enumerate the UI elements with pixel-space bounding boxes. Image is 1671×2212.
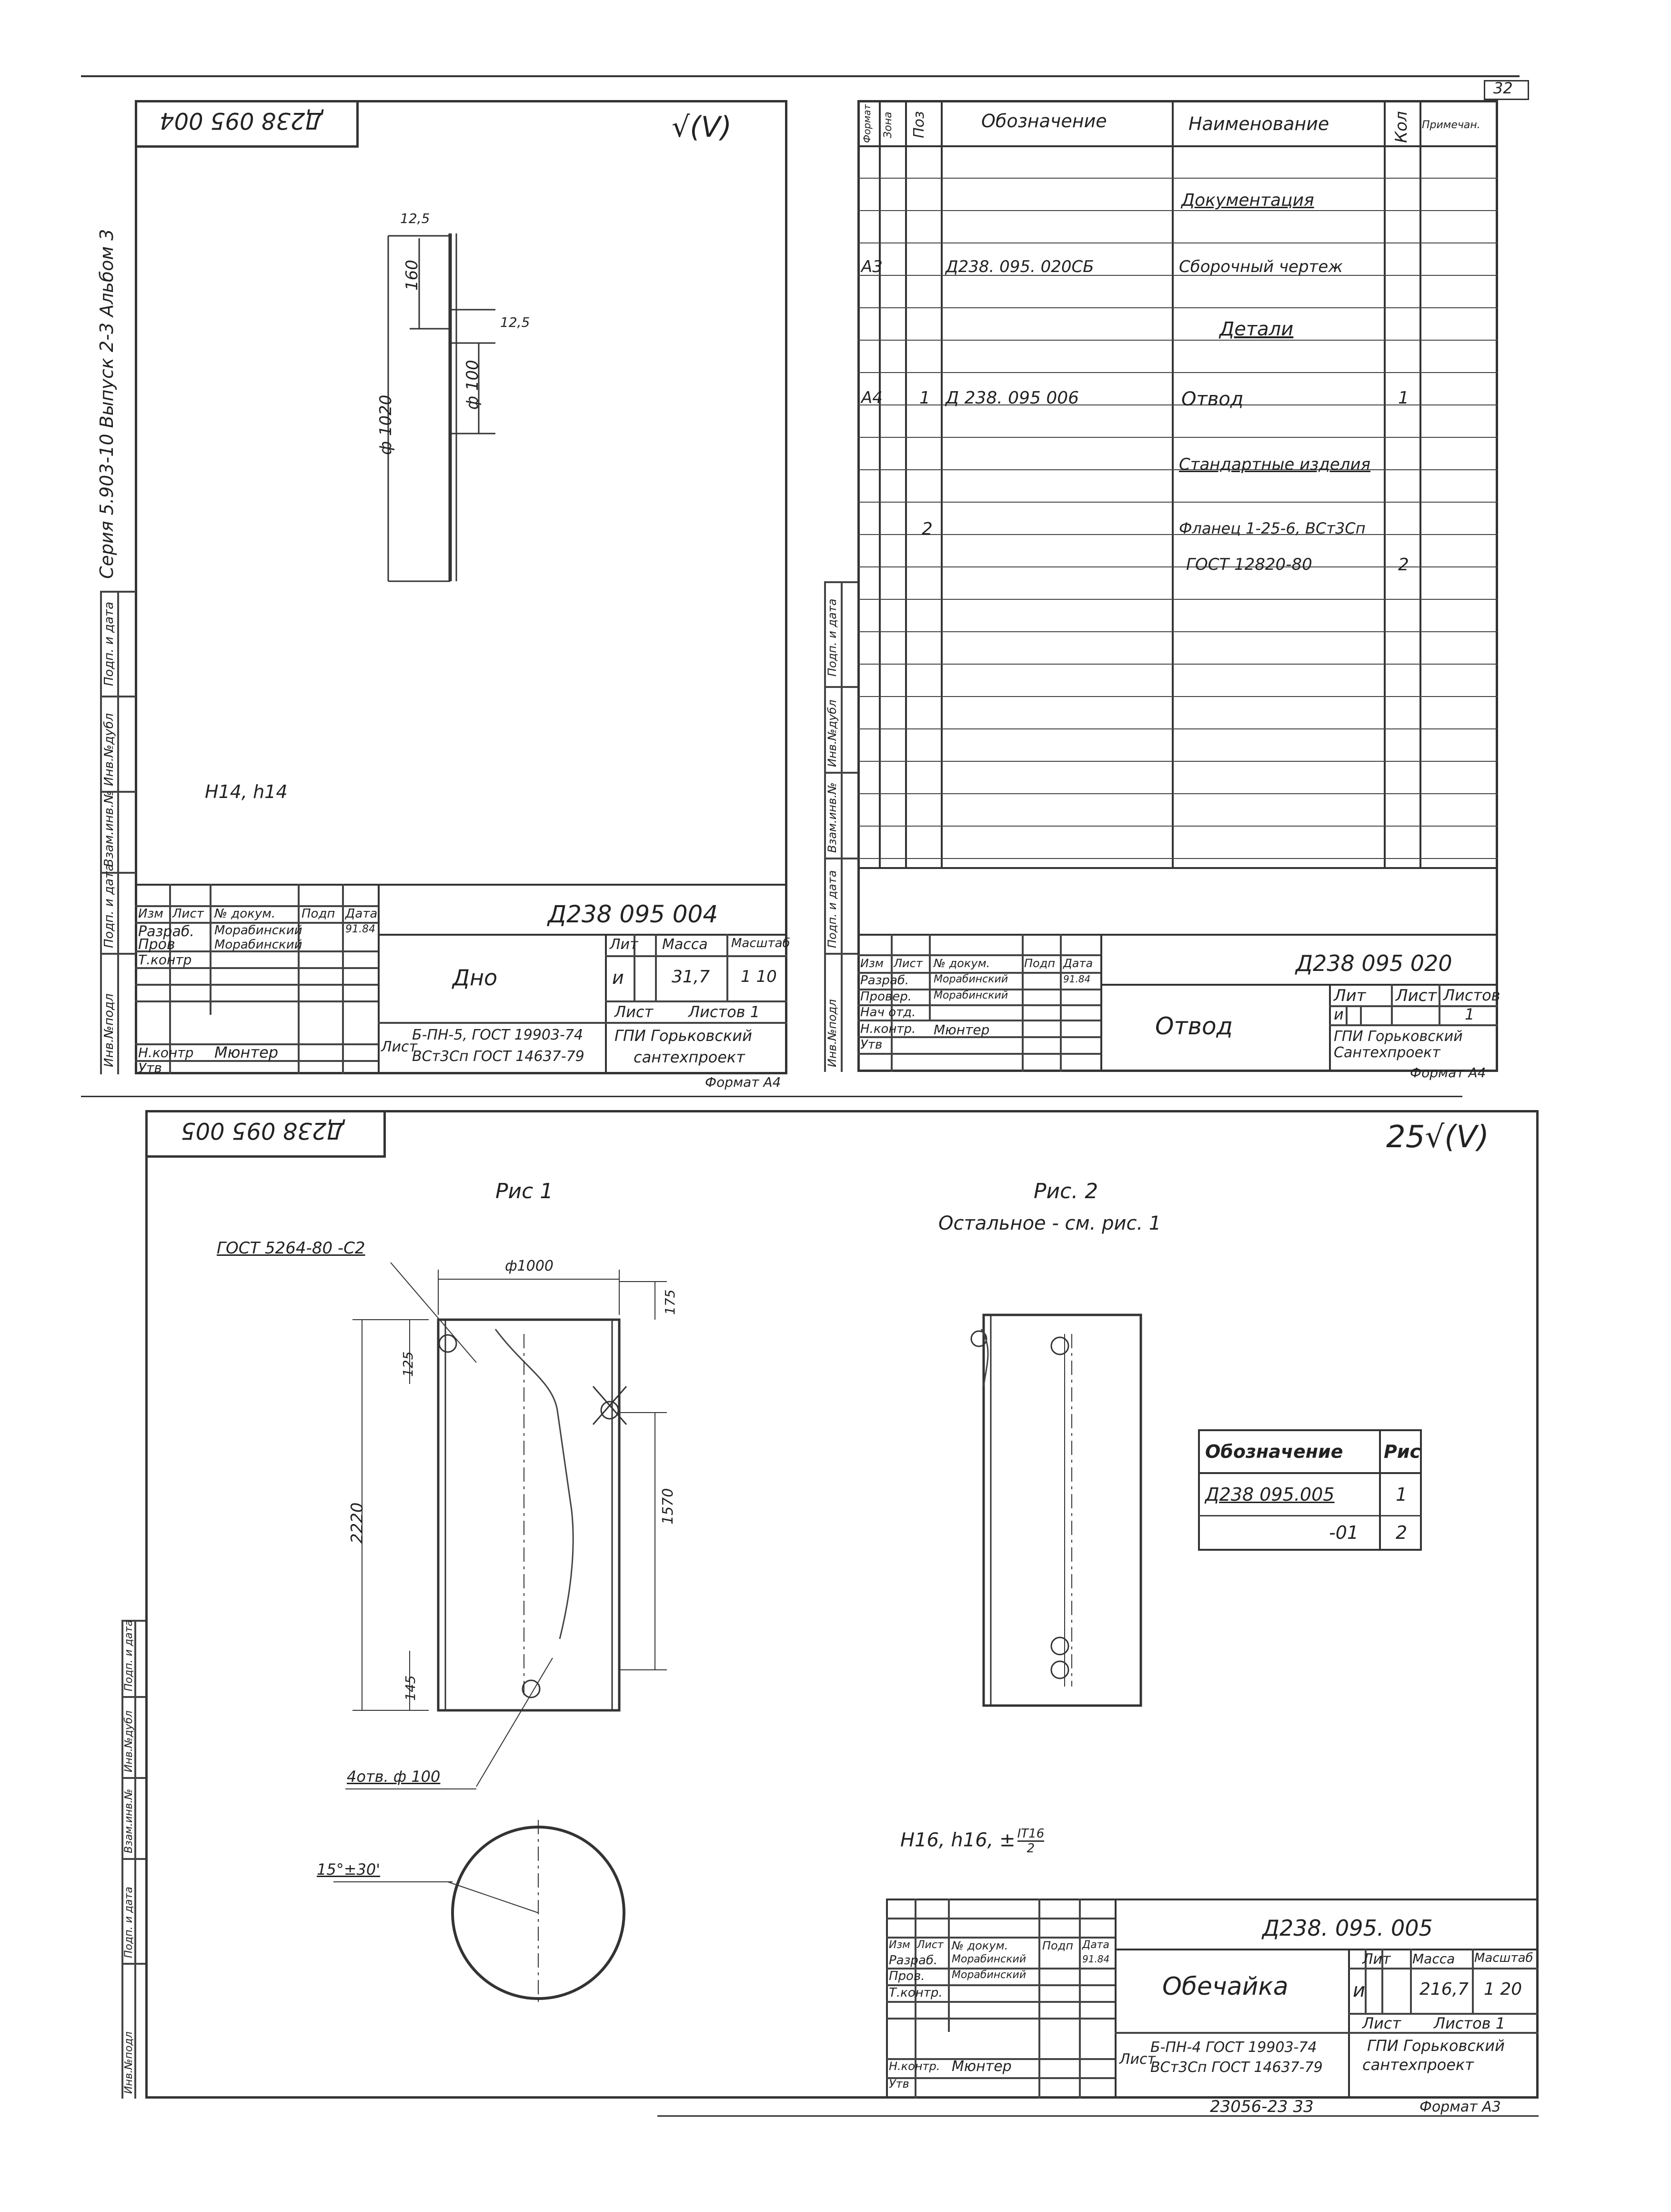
fig1-dim-125: 125	[400, 1351, 416, 1377]
spec-row-gost-qty: 2	[1398, 555, 1409, 575]
tb3-r0-sign: Подп	[1042, 1939, 1074, 1952]
tb3-mass-label: Масса	[1412, 1951, 1455, 1967]
sheet3-margin-podp2: Подп. и дата	[123, 1887, 135, 1958]
tb2-r5-role: Утв	[860, 1038, 883, 1052]
tb1-sheets-label: Листов 1	[688, 1003, 760, 1021]
tb3-r3-role: Т.контр.	[889, 1986, 943, 2000]
tb1-r0-role: Изм	[138, 907, 163, 921]
fig1-angle-note: 15°±30'	[317, 1860, 381, 1879]
spec-row-details: Детали	[1219, 318, 1294, 340]
tb3-left	[886, 1899, 888, 2099]
tb3-r0-role: Изм	[889, 1939, 910, 1951]
tb1-r0-date: Дата	[345, 907, 378, 921]
sheet3-roughness-icon: 25√(V)	[1386, 1120, 1489, 1155]
tb1-r1-date: 91.84	[345, 923, 375, 935]
sheet1-dim-side: 12,5	[500, 314, 530, 330]
sheet2-margin-invpodl: Инв.№подл	[825, 999, 839, 1067]
tb1-org1: ГПИ Горьковский	[614, 1027, 752, 1045]
fig2-note: Остальное - см. рис. 1	[938, 1212, 1161, 1234]
spec-row-gost-name: ГОСТ 12820-80	[1186, 555, 1312, 574]
sheet3-mirror-code: Д238 095 005	[181, 1117, 344, 1144]
tb1-r1-name: Морабинский	[214, 923, 302, 938]
spec-row-a4-fmt: А4	[861, 388, 883, 407]
tb1-lit: и	[612, 967, 624, 988]
sheet3-tolerance	[900, 1827, 1044, 1855]
bottom-code: 23056-23 33	[1210, 2097, 1314, 2116]
sheet2-margin-podp2: Подп. и дата	[825, 870, 839, 948]
tb3-r2-role: Пров.	[889, 1969, 925, 1983]
spec-row-a3-fmt: А3	[861, 257, 883, 276]
sheet1-roughness-icon: √(V)	[672, 111, 732, 144]
tb1-code: Д238 095 004	[548, 900, 718, 928]
spec-row-documentation: Документация	[1181, 191, 1314, 210]
tb3-scale: 1 20	[1484, 1980, 1522, 1999]
sheet1-margin-vzam: Взам.инв.№	[102, 791, 116, 867]
fig1-dim-1000: ф1000	[505, 1258, 554, 1274]
tb3-h-code	[1115, 1949, 1539, 1950]
tb2-r2-role: Провер.	[860, 990, 912, 1004]
tb1-material-prefix: Лист	[381, 1039, 418, 1055]
tb2-code: Д238 095 020	[1296, 950, 1452, 976]
designation-table-h1	[1198, 1472, 1422, 1474]
spec-row-standard: Стандартные изделия	[1179, 455, 1371, 474]
sheet3-tolerance-text: Н16, h16, ±	[900, 1829, 1016, 1851]
tb2-sheets-label: Листов	[1443, 986, 1500, 1004]
tb1-scale: 1 10	[741, 967, 777, 986]
tb2-r1-role: Разраб.	[860, 973, 909, 988]
tb2-sheet-label: Лист	[1396, 986, 1437, 1005]
sheet2-margin-podp: Подп. и дата	[825, 598, 839, 677]
spec-row-a3-name: Сборочный чертеж	[1179, 257, 1343, 276]
tb1-lit-label: Лит	[610, 936, 638, 953]
tb2-r4-role: Н.контр.	[860, 1022, 916, 1036]
tb3-v2	[948, 1899, 950, 2032]
tb3-material1: Б-ПН-4 ГОСТ 19903-74	[1150, 2039, 1317, 2056]
tb2-name: Отвод	[1155, 1012, 1233, 1040]
fig1-dim-1570: 1570	[660, 1488, 676, 1525]
series-label: Серия 5.903-10 Выпуск 2-3 Альбом 3	[96, 229, 117, 579]
tb3-v9	[1472, 1949, 1474, 2013]
tb1-r0-role2: Лист	[172, 907, 204, 921]
tb3-v5	[1348, 1949, 1350, 2099]
tb2-r2-name: Морабинский	[934, 990, 1008, 1001]
tb1-r4-name: Мюнтер	[214, 1043, 279, 1061]
spec-h-zone: Зона	[882, 111, 894, 138]
spec-h-name: Наименование	[1188, 113, 1329, 134]
tb3-material-prefix: Лист	[1119, 2051, 1156, 2068]
tb3-code: Д238. 095. 005	[1262, 1915, 1433, 1941]
tb3-org2: сантехпроект	[1362, 2056, 1474, 2074]
tb3-r2-name: Морабинский	[952, 1969, 1027, 1981]
fig1-label: Рис 1	[495, 1179, 554, 1203]
designation-table-v	[1379, 1429, 1381, 1551]
spec-row-a4-des: Д 238. 095 006	[946, 388, 1079, 408]
sheet3-margin-podp: Подп. и дата	[123, 1620, 135, 1691]
spec-h-qty: Кол	[1392, 111, 1411, 143]
designation-row2-r: 2	[1396, 1522, 1408, 1543]
tb3-top	[886, 1899, 1539, 1900]
tb3-sheet-label: Лист	[1362, 2014, 1401, 2032]
spec-row-a4-qty: 1	[1398, 388, 1409, 408]
spec-row-a4-pos: 1	[919, 388, 930, 408]
tb2-r3-role: Нач отд.	[860, 1005, 916, 1020]
tb1-r1-role: Разраб.	[138, 923, 194, 940]
tb1-material1: Б-ПН-5, ГОСТ 19903-74	[412, 1027, 584, 1043]
sheet2-margin-vzam: Взам.инв.№	[825, 782, 839, 853]
tb3-mass: 216,7	[1419, 1980, 1469, 1999]
tb3-r0-doc: № докум.	[952, 1939, 1008, 1952]
tb2-r1-name: Морабинский	[934, 973, 1008, 985]
tb3-h9	[1348, 1968, 1539, 1970]
tb3-r4-name: Мюнтер	[952, 2058, 1012, 2075]
designation-row1-r: 1	[1396, 1484, 1408, 1505]
sheet2-margin-invdubl: Инв.№дубл	[825, 699, 839, 767]
sheet3-tol-num: IT16	[1017, 1827, 1045, 1841]
tb1-scale-label: Масштаб	[731, 936, 790, 950]
tb3-r1-name: Морабинский	[952, 1953, 1027, 1965]
designation-row2-d: -01	[1329, 1522, 1359, 1543]
sheet1-dim-100: ф 100	[463, 360, 482, 410]
tb2-r4-name: Мюнтер	[934, 1022, 990, 1038]
tb3-name: Обечайка	[1162, 1972, 1288, 2001]
tb1-r3-role: Т.контр	[138, 952, 192, 968]
tb2-sheets: 1	[1465, 1005, 1475, 1023]
bottom-rule	[657, 2115, 1539, 2117]
tb3-r4-role: Н.контр.	[889, 2060, 940, 2073]
tb2-r1-date: 91.84	[1063, 973, 1091, 985]
tb3-v4	[1079, 1899, 1081, 2099]
spec-h-designation: Обозначение	[981, 111, 1107, 131]
tb2-r0-role: Изм	[860, 957, 884, 970]
tb1-r2-name: Морабинский	[214, 938, 302, 952]
tb1-sheet-label: Лист	[614, 1003, 654, 1021]
tb2-org1: ГПИ Горьковский	[1334, 1028, 1463, 1045]
tb1-r2-role: Пров	[138, 936, 175, 953]
page-number: 32	[1493, 79, 1513, 97]
tb1-r4-role: Н.контр	[138, 1045, 194, 1061]
sheet1-margin-invdubl: Инв.№дубл	[102, 713, 116, 786]
sheet1-mirror-code: Д238 095 004	[160, 107, 323, 134]
sheet3-tol-den: 2	[1027, 1841, 1035, 1856]
fig1-dim-2220: 2220	[348, 1502, 367, 1544]
tb1-material2: ВСт3Сп ГОСТ 14637-79	[412, 1048, 584, 1065]
tb3-r5-role: Утв	[889, 2077, 909, 2091]
tb2-lit-label: Лит	[1334, 986, 1366, 1005]
tb2-r0-role2: Лист	[894, 957, 923, 970]
sheet1-dim-160: 160	[403, 260, 422, 291]
tb2-format: Формат А4	[1410, 1065, 1486, 1081]
tb3-v-main	[1115, 1899, 1117, 2099]
tb3-v3	[1038, 1899, 1040, 2099]
sheet1-dim-1020: ф 1020	[376, 394, 395, 455]
tb1-name: Дно	[453, 965, 498, 990]
designation-table-h1-text: Обозначение	[1205, 1441, 1343, 1462]
spec-row-a4-name: Отвод	[1181, 388, 1244, 410]
tb1-org2: сантехпроект	[634, 1048, 745, 1066]
tb3-r1-date: 91.84	[1082, 1953, 1110, 1965]
tb2-r0-date: Дата	[1063, 957, 1093, 970]
weld-gost-note: ГОСТ 5264-80 -С2	[217, 1239, 365, 1258]
sheet1-margin-podp2: Подп. и дата	[102, 863, 116, 948]
tb3-sheets-label: Листов 1	[1434, 2014, 1506, 2032]
sheet3-margin-vzam: Взам.инв.№	[123, 1788, 135, 1853]
tb3-r1-role: Разраб.	[889, 1953, 938, 1968]
designation-row1-d: Д238 095.005	[1205, 1484, 1335, 1505]
fig1-dim-175: 175	[662, 1289, 678, 1315]
tb1-r5-role: Утв	[138, 1060, 162, 1076]
tb2-lit: и	[1334, 1005, 1344, 1023]
spec-h-pos: Поз	[911, 111, 927, 138]
fig1-dim-145: 145	[403, 1675, 418, 1701]
fig1-holes-note: 4отв. ф 100	[347, 1768, 441, 1786]
spec-h-format: Формат	[861, 104, 873, 143]
designation-table-h2-text: Рис	[1384, 1441, 1421, 1462]
spec-row-flange-name: Фланец 1-25-6, ВСт3Сп	[1179, 519, 1366, 537]
sheet1-dim-top: 12,5	[400, 211, 430, 226]
tb3-r0-date: Дата	[1082, 1939, 1109, 1951]
sheet1-margin-invpodl: Инв.№подл	[102, 993, 116, 1067]
tb3-r0-role2: Лист	[917, 1939, 944, 1951]
designation-table-h2	[1198, 1515, 1422, 1516]
tb3-lit: и	[1353, 1980, 1365, 2001]
spec-row-a3-des: Д238. 095. 020СБ	[946, 257, 1094, 276]
tb1-r0-doc: № докум.	[214, 907, 276, 921]
sheet3-margin-invdubl: Инв.№дубл	[123, 1710, 135, 1772]
tb1-format: Формат А4	[705, 1074, 781, 1090]
sheet3-margin-invpodl: Инв.№подл	[123, 2031, 135, 2094]
fig2-label: Рис. 2	[1034, 1179, 1098, 1203]
spec-h-note: Примечан.	[1422, 119, 1480, 131]
spec-row-flange-pos: 2	[922, 519, 933, 539]
tb3-org1: ГПИ Горьковский	[1367, 2037, 1505, 2055]
sheet1-tolerance: Н14, h14	[205, 781, 288, 802]
tb3-format: Формат А3	[1419, 2099, 1501, 2115]
tb2-r0-sign: Подп	[1024, 957, 1056, 970]
tb1-mass: 31,7	[672, 967, 710, 987]
sheet1-margin-podp: Подп. и дата	[102, 601, 116, 686]
tb3-scale-label: Масштаб	[1474, 1951, 1533, 1965]
tb2-org2: Сантехпроект	[1334, 1044, 1440, 1061]
tb1-mass-label: Масса	[662, 936, 708, 953]
tb3-lit-label: Лит	[1362, 1951, 1391, 1968]
tb1-r0-sign: Подп	[302, 907, 335, 921]
tb3-material2: ВСт3Сп ГОСТ 14637-79	[1150, 2059, 1323, 2076]
tb3-v8	[1410, 1949, 1412, 2013]
tb2-r0-doc: № докум.	[934, 957, 990, 970]
